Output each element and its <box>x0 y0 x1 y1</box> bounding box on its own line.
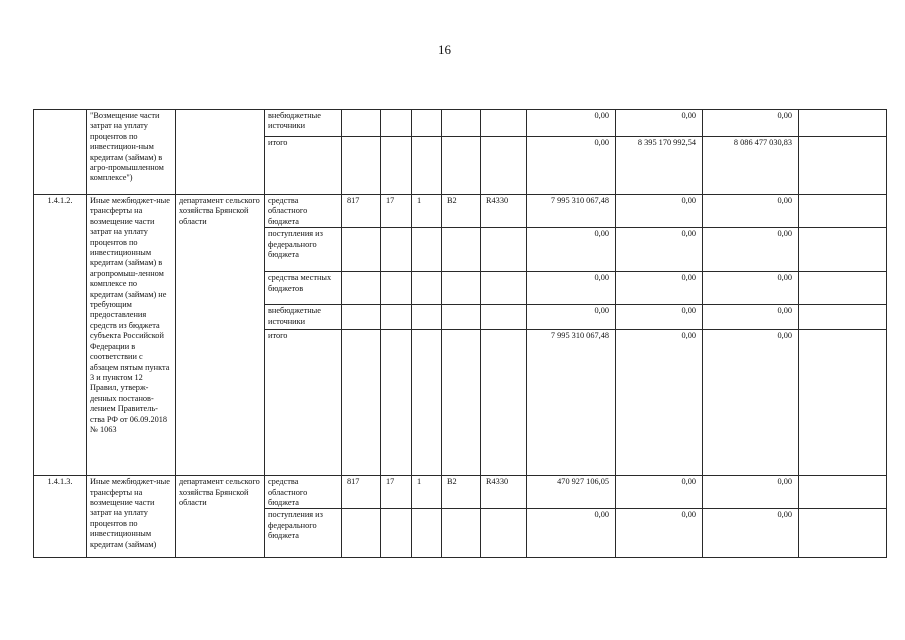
table-cell: департамент сельского хозяйства Брянской области <box>176 476 265 558</box>
table-cell: В2 <box>442 476 481 509</box>
table-cell: 470 927 106,05 <box>527 476 616 509</box>
table-cell: 0,00 <box>703 228 799 272</box>
table-cell <box>412 272 442 305</box>
table-cell <box>481 509 527 558</box>
table-cell: 0,00 <box>703 272 799 305</box>
table-cell: R4330 <box>481 195 527 228</box>
table-cell: 7 995 310 067,48 <box>527 330 616 476</box>
table-cell <box>412 228 442 272</box>
table-cell <box>342 228 381 272</box>
table-cell <box>442 509 481 558</box>
table-row <box>34 110 887 137</box>
table-row <box>34 195 887 228</box>
table-cell: 7 995 310 067,48 <box>527 195 616 228</box>
table-cell: поступления из федерального бюджета <box>265 228 342 272</box>
table-cell: 0,00 <box>527 305 616 330</box>
table-cell: 0,00 <box>616 476 703 509</box>
table-cell <box>412 305 442 330</box>
table-cell <box>481 228 527 272</box>
table-cell <box>442 137 481 195</box>
table-cell: средства областного бюджета <box>265 476 342 509</box>
table-cell: 0,00 <box>703 195 799 228</box>
table-cell <box>799 137 887 195</box>
table-cell: 0,00 <box>703 476 799 509</box>
table-cell: Иные межбюджет-ные трансферты на возмещение части затрат на уплату процентов по инвестиционным кредитам (займам) <box>87 476 176 558</box>
table-cell <box>481 110 527 137</box>
table-cell: средства местных бюджетов <box>265 272 342 305</box>
table-cell: итого <box>265 137 342 195</box>
table-cell <box>381 110 412 137</box>
table-cell <box>481 137 527 195</box>
table-cell: 0,00 <box>527 509 616 558</box>
table-cell: внебюджетные источники <box>265 305 342 330</box>
table-cell: 0,00 <box>527 272 616 305</box>
page-number: 16 <box>438 42 451 57</box>
table-cell: 0,00 <box>703 330 799 476</box>
table-cell: 0,00 <box>616 195 703 228</box>
table-cell <box>799 195 887 228</box>
table-cell <box>342 509 381 558</box>
table-cell <box>442 305 481 330</box>
table-cell: 1 <box>412 195 442 228</box>
table-cell: 0,00 <box>616 305 703 330</box>
table-cell <box>799 228 887 272</box>
table-cell <box>381 330 412 476</box>
table-cell <box>342 110 381 137</box>
table-cell: 17 <box>381 476 412 509</box>
table-cell: R4330 <box>481 476 527 509</box>
table-cell <box>442 272 481 305</box>
table-cell: средства областного бюджета <box>265 195 342 228</box>
table-cell: 0,00 <box>703 509 799 558</box>
table-cell: 0,00 <box>527 137 616 195</box>
table-cell <box>34 110 87 195</box>
table-cell: 0,00 <box>616 272 703 305</box>
budget-table <box>33 109 887 558</box>
table-cell: 817 <box>342 195 381 228</box>
table-cell <box>342 137 381 195</box>
table-cell: 17 <box>381 195 412 228</box>
table-cell <box>412 509 442 558</box>
table-cell: 817 <box>342 476 381 509</box>
table-cell <box>799 476 887 509</box>
table-cell: 0,00 <box>703 110 799 137</box>
table-row <box>34 476 887 509</box>
table-cell <box>799 509 887 558</box>
table-cell <box>381 137 412 195</box>
table-cell: 0,00 <box>527 110 616 137</box>
table-cell: 1 <box>412 476 442 509</box>
table-cell <box>442 330 481 476</box>
table-cell: 0,00 <box>703 305 799 330</box>
table-cell: "Возмещение части затрат на уплату процентов по инвестицион-ным кредитам (займам) в агро-промышленном комплексе") <box>87 110 176 195</box>
table-cell <box>481 330 527 476</box>
table-cell: итого <box>265 330 342 476</box>
table-cell <box>799 272 887 305</box>
table-cell <box>799 110 887 137</box>
table-cell <box>342 305 381 330</box>
table-cell: Иные межбюджет-ные трансферты на возмещение части затрат на уплату процентов по инвестиционным кредитам (займам) в агропромыш-ленном комплексе по кредитам (займам) не требующим предоставления средств из бюджета субъекта Российской Федерации в соответствии с абзацем пятым пункта 3 и пунктом 12 Правил, утверж-денных постанов-лением Правитель-ства РФ от 06.09.2018 № 1063 <box>87 195 176 476</box>
table-cell: 0,00 <box>527 228 616 272</box>
table-cell: 0,00 <box>616 509 703 558</box>
table-cell: В2 <box>442 195 481 228</box>
table-cell <box>381 509 412 558</box>
table-cell <box>412 110 442 137</box>
table-cell: 0,00 <box>616 110 703 137</box>
table-cell: 0,00 <box>616 330 703 476</box>
table-cell: поступления из федерального бюджета <box>265 509 342 558</box>
table-cell <box>342 330 381 476</box>
table-cell: 0,00 <box>616 228 703 272</box>
table-cell: департамент сельского хозяйства Брянской области <box>176 195 265 476</box>
table-cell <box>176 110 265 195</box>
table-cell <box>381 272 412 305</box>
table-cell: 8 395 170 992,54 <box>616 137 703 195</box>
table-cell: 1.4.1.3. <box>34 476 87 558</box>
table-cell <box>412 137 442 195</box>
table-cell <box>799 330 887 476</box>
table-cell <box>412 330 442 476</box>
table-cell <box>381 305 412 330</box>
table-cell <box>442 228 481 272</box>
table-cell <box>381 228 412 272</box>
table-cell <box>481 305 527 330</box>
table-cell <box>481 272 527 305</box>
table-cell <box>342 272 381 305</box>
table-cell: внебюджетные источники <box>265 110 342 137</box>
table-cell: 1.4.1.2. <box>34 195 87 476</box>
table-cell <box>799 305 887 330</box>
table-cell: 8 086 477 030,83 <box>703 137 799 195</box>
table-cell <box>442 110 481 137</box>
